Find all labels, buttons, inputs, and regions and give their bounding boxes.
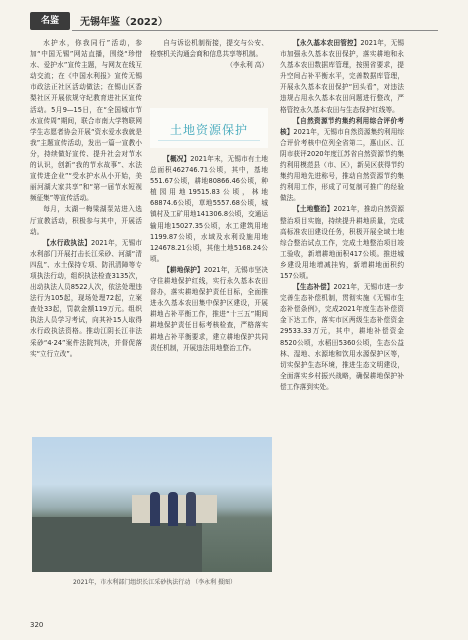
section-heading: 【土地整治】 xyxy=(293,205,334,214)
paragraph-text: 2021年，无锡市加强永久基本农田保护，落实耕地和永久基本农田数据库管理，按照省要求，提升空间占补平衡水平，完善数据库管理，开展永久基本农田保护“回头看”，对违法违规占用永久基本农田问题进行整改，严格管控永久基本农田与生态保护红线等。 xyxy=(280,39,404,114)
photo-caption: 2021年，市水利部门组织长江采砂执法行动 （李永利 摄图） xyxy=(72,579,237,586)
banner-underline xyxy=(158,140,260,141)
paragraph xyxy=(280,116,404,205)
paragraph-text: 2021年，无锡市自然资源集约利用综合评价考核中位列全省第二，惠山区、江阴市获评2020年度江苏省自然资源节约集约利用模范县（市、区），新吴区获得节约集约用地先进称号，推动自然资源节约集约利用工作，形成了可复制可推广的经验做法。 xyxy=(280,127,404,203)
section-heading: 【永久基本农田管控】 xyxy=(293,39,361,47)
paragraph xyxy=(150,265,268,354)
paragraph-text: 2021年末，无锡市有土地总面积462746.71公顷，其中，基地551.67公顷，耕地80866.46公顷，种植园用地19515.83公顷，林地68874.6公顷，草地5557.68公顷，城镇村及工矿用地141306.8公顷，交通运输用地15027.35公顷，水工建筑用地1199.87公顷，水域及水利设施用地124678.21公顷，其他土地5168.24公顷。 xyxy=(150,155,268,263)
paragraph-text: 2021年，无锡市水利部门开展打击长江采砂、河湖“清四乱”、水土保持专项、防汛清障等专项执法行动，组织执法检查3135次，出动执法人员8522人次，依法处理违法行为105起，现场处理72起，立案查处33起，罚款金额119万元。组织执法人员学习考试，向其补15人取得水行政执法资格。推动江阴长江非法采砂“4·24”案件法院判决，并督促落实“立行立改”。 xyxy=(30,238,142,358)
paragraph xyxy=(280,38,404,116)
section-heading: 【概况】 xyxy=(163,155,191,163)
column-middle-top xyxy=(150,38,268,108)
running-title: 无锡年鉴（2022） xyxy=(80,17,168,28)
page-header xyxy=(0,0,468,34)
paragraph-text: 2021年，无锡市坚决守住耕地保护红线，实行永久基本农田督办，落实耕地保护责任目标，全面推进永久基本农田集中保护区建设，开展耕地占补平衡工作，推进“十三五”期间耕地保护责任目标考核检查，严格落实耕地占补平衡要求，建立耕地保护共同责任机制，开展违法用地整治工作。 xyxy=(150,265,268,352)
paragraph xyxy=(280,282,404,393)
paragraph: 每月，太湖一梅梁湖泵站进入选厅宣教活动，积极参与其中，开展活动。 xyxy=(30,205,142,236)
header-rule xyxy=(72,30,438,31)
column-left xyxy=(30,38,142,438)
paragraph-text: 2021年，无锡市进一步完善生态补偿机制，贯彻实施《无锡市生态补偿条例》，完成2021年度生态补偿资金下达工作，落实市区两级生态补偿资金29533.33万元，其中，耕地补偿资金8520公顷，水稻田5360公顷，生态公益林、湿地、水源地和饮用水源保护区等，切实保护生态环境，推进生态文明建设，全面落实乡村振兴战略，确保耕地保护补偿工作落到实处。 xyxy=(280,283,404,391)
column-right xyxy=(280,38,404,593)
person-figure xyxy=(186,492,196,526)
section-banner xyxy=(150,108,268,148)
person-figure xyxy=(150,492,160,526)
section-heading: 【耕地保护】 xyxy=(163,265,204,274)
page-number: 320 xyxy=(30,621,44,629)
section-heading: 【自然资源节约集约利用综合评价考核】 xyxy=(280,116,404,136)
column-middle xyxy=(150,154,268,434)
paragraph-text: 2021年，推动自然资源整治项目实施，持续提升耕地质量，完成高标准农田建设任务，积极开展全域土地综合整治试点工作，完成土地整治项目竣工验收，新增耕地面积417公顷。推进城乡建设用地增减挂钩，新增耕地面积约157公顷。 xyxy=(280,205,404,280)
author-note: （李永利 高） xyxy=(226,61,268,70)
paragraph xyxy=(280,204,404,282)
yearbook-logo: 名鉴 xyxy=(30,12,70,30)
paragraph: 水护水，你我同行”活动，参加“中国无锡”网站直播，围绕“珍惜水、爱护水”宣传主题，与网友在线互动交流；在《中国水利报》宣传无锡市政法正社区活动做法；在锡山区香梨社区开展依规守纪教育进社区宣传活动。5月9—15日，在“全国城市节水宣传周”期间，联合市南大学物联网学生志愿者协会开展“资水爱水我就是我”主题宣传活动，发出一篇一宣教小分，持续做好宣传、提升社会对节水的认识，创新“我的节水故事”、水法宣传进企业”“受水护水从小开始，美丽河湖大家共享”和“第一届节水短视频征集”等宣传活动。 xyxy=(30,39,142,203)
paragraph xyxy=(150,154,268,265)
enforcement-photo xyxy=(32,437,272,572)
paragraph xyxy=(30,238,142,360)
section-heading: 【生态补偿】 xyxy=(293,283,334,292)
section-banner-title: 土地资源保护 xyxy=(169,123,248,137)
person-figure xyxy=(168,492,178,526)
section-heading: 【水行政执法】 xyxy=(43,238,92,247)
paragraph: 自与诉讼机制衔接，提交与公安、检察机关沟通会商和信息共享等机制。 xyxy=(150,39,268,59)
